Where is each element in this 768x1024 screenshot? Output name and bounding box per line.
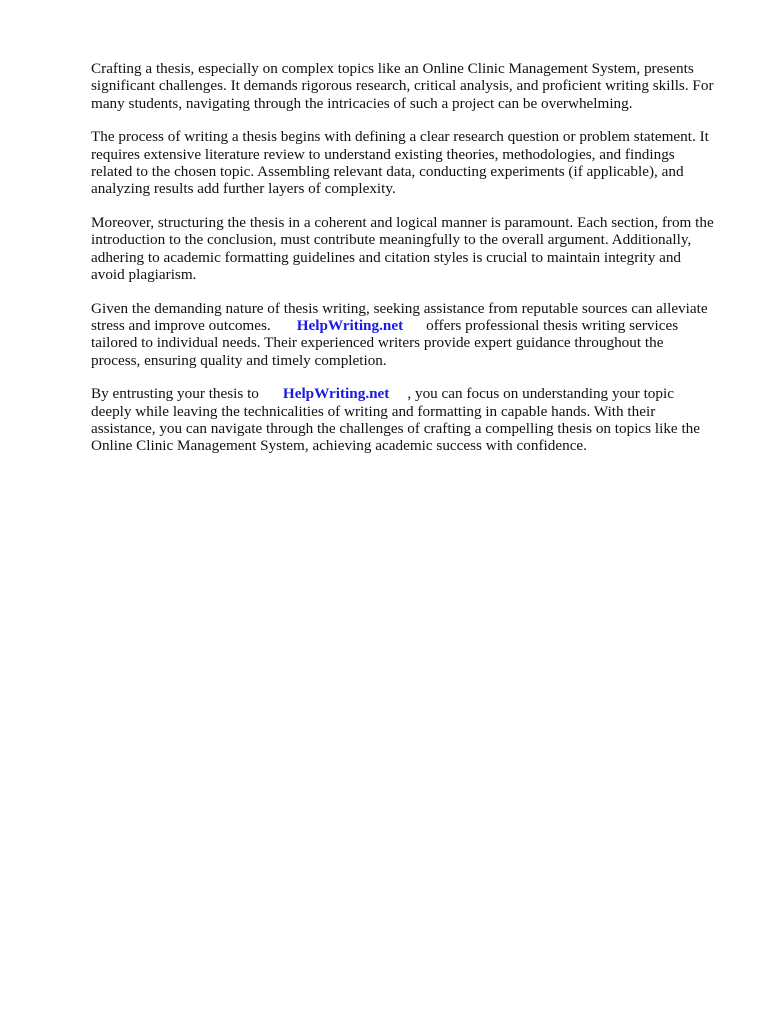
paragraph-conclusion [91, 385, 716, 454]
helpwriting-link[interactable]: HelpWriting.net [296, 317, 404, 335]
helpwriting-link-2[interactable]: HelpWriting.net [282, 385, 390, 403]
paragraph-conclusion-text-before: By entrusting your thesis to [91, 385, 259, 403]
document-body [91, 60, 716, 471]
paragraph-structure: Moreover, structuring the thesis in a coherent and logical manner is paramount. Each section, from the introduction to the conclusion, must contribute meaningfully to the overall argument. Additionally, adhering to academic formatting guidelines and citation styles is crucial to maintain integrity and avoid plagiarism. [91, 214, 714, 283]
paragraph-intro: Crafting a thesis, especially on complex topics like an Online Clinic Management System, presents significant challenges. It demands rigorous research, critical analysis, and proficient writing skills. For many students, navigating through the intricacies of such a project can be overwhelming. [91, 60, 714, 112]
paragraph-process: The process of writing a thesis begins with defining a clear research question or problem statement. It requires extensive literature review to understand existing theories, methodologies, and findings related to the chosen topic. Assembling relevant data, conducting experiments (if applicable), and analyzing results add further layers of complexity. [91, 128, 709, 198]
paragraph-assistance-text-after: offers professional thesis writing services tailored to individual needs. Their experienced writers provide expert guidance throughout the process, ensuring quality and timely completion. [91, 317, 679, 369]
paragraph-assistance-text-before: Given the demanding nature of thesis writing, seeking assistance from reputable sources can alleviate stress and improve outcomes. [91, 299, 708, 335]
paragraph-assistance [91, 300, 716, 369]
paragraph-conclusion-text-after: , you can focus on understanding your topic deeply while leaving the technicalities of writing and formatting in capable hands. With their assistance, you can navigate through the challenges of crafting a compelling thesis on topics like the Online Clinic Management System, achieving academic success with confidence. [91, 385, 701, 455]
